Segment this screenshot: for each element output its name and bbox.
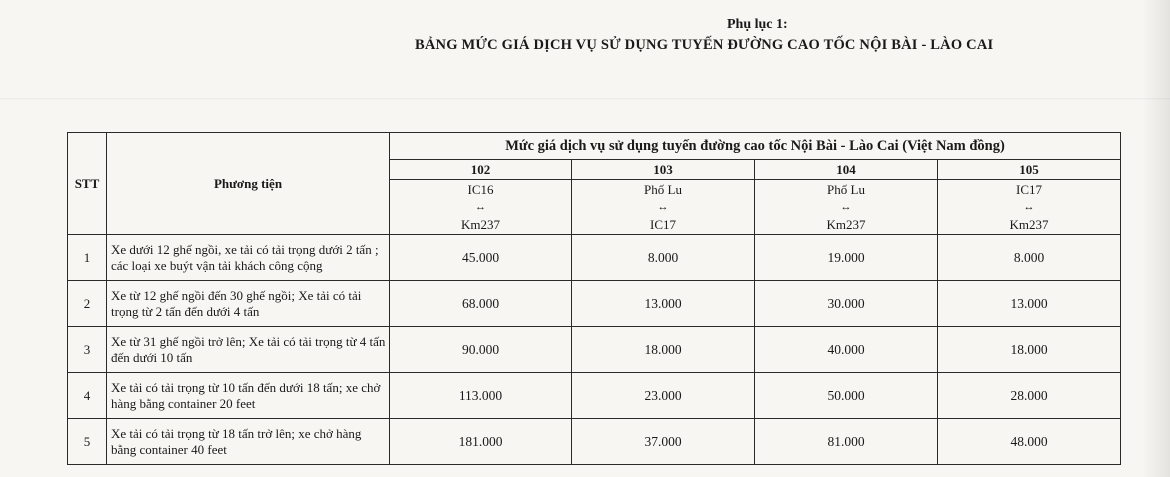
table-row <box>68 373 1121 419</box>
bidirectional-arrow-icon: ↔ <box>657 200 669 213</box>
document-title: BẢNG MỨC GIÁ DỊCH VỤ SỬ DỤNG TUYẾN ĐƯỜNG CAO TỐC NỘI BÀI - LÀO CAI <box>415 37 994 53</box>
route-number: 105 <box>938 160 1121 180</box>
page-edge-shadow <box>1142 0 1170 477</box>
price-cell: 81.000 <box>755 419 938 465</box>
vehicle-cell: Xe từ 12 ghế ngồi đến 30 ghế ngồi; Xe tải có tải trọng từ 2 tấn đến dưới 4 tấn <box>107 281 390 327</box>
route-segment <box>572 180 755 235</box>
route-number: 103 <box>572 160 755 180</box>
price-cell: 8.000 <box>572 235 755 281</box>
price-cell: 40.000 <box>755 327 938 373</box>
route-number: 102 <box>390 160 572 180</box>
route-to: Km237 <box>461 216 500 232</box>
price-cell: 113.000 <box>390 373 572 419</box>
stt-cell: 4 <box>68 373 107 419</box>
price-cell: 18.000 <box>938 327 1121 373</box>
price-cell: 90.000 <box>390 327 572 373</box>
vehicle-cell: Xe từ 31 ghế ngồi trở lên; Xe tải có tải trọng từ 4 tấn đến dưới 10 tấn <box>107 327 390 373</box>
route-from: IC17 <box>1016 182 1042 197</box>
price-cell: 50.000 <box>755 373 938 419</box>
route-segment <box>390 180 572 235</box>
table-row <box>68 235 1121 281</box>
price-cell: 13.000 <box>938 281 1121 327</box>
vehicle-cell: Xe tải có tải trọng từ 18 tấn trở lên; xe chở hàng bằng container 40 feet <box>107 419 390 465</box>
fare-table <box>67 132 1121 465</box>
price-cell: 23.000 <box>572 373 755 419</box>
price-cell: 45.000 <box>390 235 572 281</box>
price-cell: 8.000 <box>938 235 1121 281</box>
price-cell: 48.000 <box>938 419 1121 465</box>
route-from: Phố Lu <box>644 182 682 197</box>
bidirectional-arrow-icon: ↔ <box>1023 200 1035 213</box>
price-cell: 19.000 <box>755 235 938 281</box>
stt-header: STT <box>68 133 107 235</box>
route-to: Km237 <box>1009 216 1049 232</box>
vehicle-cell: Xe tải có tải trọng từ 10 tấn đến dưới 18 tấn; xe chở hàng bằng container 20 feet <box>107 373 390 419</box>
table-row <box>68 281 1121 327</box>
appendix-label: Phụ lục 1: <box>727 17 788 32</box>
stt-cell: 5 <box>68 419 107 465</box>
stt-cell: 2 <box>68 281 107 327</box>
route-from: IC16 <box>467 182 494 197</box>
table-row <box>68 327 1121 373</box>
price-cell: 68.000 <box>390 281 572 327</box>
table-row <box>68 419 1121 465</box>
bidirectional-arrow-icon: ↔ <box>475 200 486 213</box>
vehicle-cell: Xe dưới 12 ghế ngồi, xe tải có tải trọng dưới 2 tấn ; các loại xe buýt vận tải khách công cộng <box>107 235 390 281</box>
stt-cell: 3 <box>68 327 107 373</box>
price-cell: 18.000 <box>572 327 755 373</box>
price-cell: 30.000 <box>755 281 938 327</box>
vehicle-header: Phương tiện <box>107 133 390 235</box>
route-to: Km237 <box>826 216 866 232</box>
bidirectional-arrow-icon: ↔ <box>840 200 852 213</box>
page-fold-line <box>0 98 1170 100</box>
price-cell: 37.000 <box>572 419 755 465</box>
route-from: Phố Lu <box>827 182 865 197</box>
price-cell: 28.000 <box>938 373 1121 419</box>
route-segment <box>938 180 1121 235</box>
price-group-header: Mức giá dịch vụ sử dụng tuyến đường cao tốc Nội Bài - Lào Cai (Việt Nam đồng) <box>390 133 1121 160</box>
price-cell: 181.000 <box>390 419 572 465</box>
route-segment <box>755 180 938 235</box>
route-number: 104 <box>755 160 938 180</box>
route-to: IC17 <box>650 216 676 232</box>
price-cell: 13.000 <box>572 281 755 327</box>
stt-cell: 1 <box>68 235 107 281</box>
